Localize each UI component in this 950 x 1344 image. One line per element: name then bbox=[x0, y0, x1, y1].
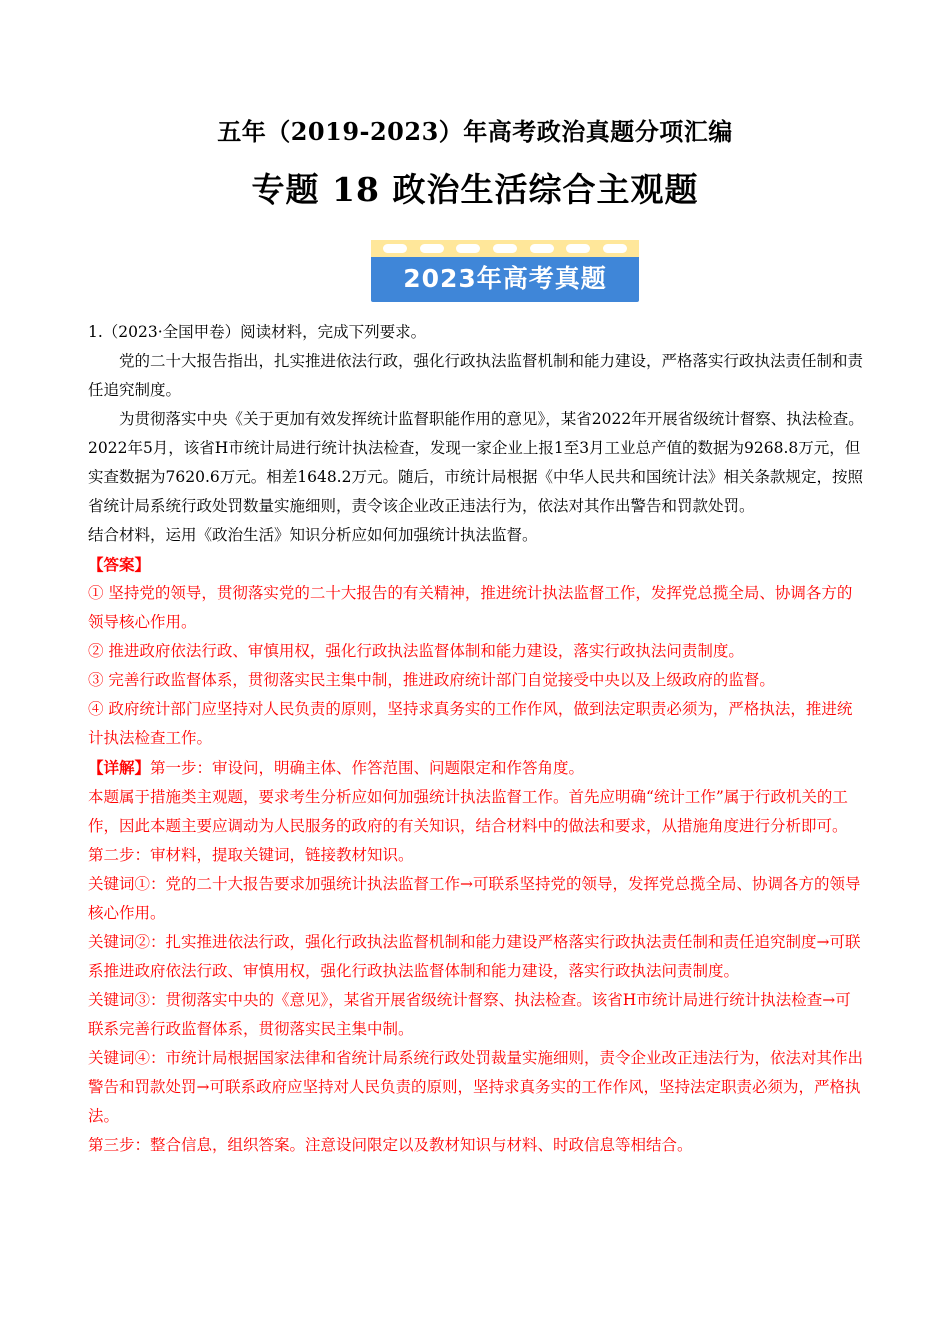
analysis-step-1-body: 本题属于措施类主观题，要求考生分析应如何加强统计执法监督工作。首先应明确“统计工作”属于行政机关的工作，因此本题主要应调动为人民服务的政府的有关知识，结合材料中的做法和要求，从措施角度进行分析即可。 bbox=[88, 788, 848, 835]
question-requirement: 结合材料，运用《政治生活》知识分析应如何加强统计执法监督。 bbox=[88, 526, 538, 544]
keyword-4: 关键词④：市统计局根据国家法律和省统计局系统行政处罚裁量实施细则，责令企业改正违法行为，依法对其作出警告和罚款处罚→可联系政府应坚持对人民负责的原则，坚持求真务实的工作作风，坚持法定职责必须为，严格执法。 bbox=[88, 1049, 864, 1125]
banner-dot bbox=[603, 244, 627, 253]
banner-dot bbox=[530, 244, 554, 253]
question-stem: 1.（2023·全国甲卷）阅读材料，完成下列要求。 bbox=[88, 323, 427, 341]
answer-point-1: ① 坚持党的领导，贯彻落实党的二十大报告的有关精神，推进统计执法监督工作，发挥党总揽全局、协调各方的领导核心作用。 bbox=[88, 584, 853, 631]
analysis-step-1-text: 第一步：审设问，明确主体、作答范围、问题限定和作答角度。 bbox=[150, 759, 585, 777]
keyword-2: 关键词②：扎实推进依法行政，强化行政执法监督机制和能力建设严格落实行政执法责任制和责任追究制度→可联系推进政府依法行政、审慎用权，强化行政执法监督体制和能力建设，落实行政执法问责制度。 bbox=[88, 933, 861, 980]
banner-dot bbox=[566, 244, 590, 253]
answer-label: 【答案】 bbox=[88, 555, 151, 574]
document-title: 五年（2019-2023）年高考政治真题分项汇编 bbox=[217, 117, 733, 146]
banner-dot-strip bbox=[371, 240, 639, 257]
analysis-label: 【详解】 bbox=[88, 758, 151, 777]
answer-point-2: ② 推进政府依法行政、审慎用权，强化行政执法监督体制和能力建设，落实行政执法问责制度。 bbox=[88, 642, 744, 660]
analysis-step-2: 第二步：审材料，提取关键词，链接教材知识。 bbox=[88, 846, 414, 864]
banner-dot bbox=[456, 244, 480, 253]
analysis-step-1 bbox=[88, 753, 864, 783]
keyword-1: 关键词①：党的二十大报告要求加强统计执法监督工作→可联系坚持党的领导，发挥党总揽全局、协调各方的领导核心作用。 bbox=[88, 875, 861, 922]
material-paragraph-1: 党的二十大报告指出，扎实推进依法行政，强化行政执法监督机制和能力建设，严格落实行政执法责任制和责任追究制度。 bbox=[88, 352, 864, 399]
material-paragraph-2: 为贯彻落实中央《关于更加有效发挥统计监督职能作用的意见》，某省2022年开展省级统计督察、执法检查。2022年5月，该省H市统计局进行统计执法检查，发现一家企业上报1至3月工业总产值的数据为9268.8万元，但实查数据为7620.6万元。相差1648.2万元。随后，市统计局根据《中华人民共和国统计法》相关条款规定，按照省统计局系统行政处罚数量实施细则，责令该企业改正违法行为，依法对其作出警告和罚款处罚。 bbox=[88, 410, 864, 515]
answer-point-4: ④ 政府统计部门应坚持对人民负责的原则，坚持求真务实的工作作风，做到法定职责必须为，严格执法，推进统计执法检查工作。 bbox=[88, 700, 853, 747]
question-content bbox=[88, 318, 864, 1160]
keyword-3: 关键词③：贯彻落实中央的《意见》，某省开展省级统计督察、执法检查。该省H市统计局进行统计执法检查→可联系完善行政监督体系，贯彻落实民主集中制。 bbox=[88, 991, 851, 1038]
answer-point-3: ③ 完善行政监督体系，贯彻落实民主集中制，推进政府统计部门自觉接受中央以及上级政府的监督。 bbox=[88, 671, 775, 689]
section-banner bbox=[371, 240, 639, 302]
banner-dot bbox=[383, 244, 407, 253]
topic-title: 专题 18 政治生活综合主观题 bbox=[251, 170, 699, 209]
banner-dot bbox=[493, 244, 517, 253]
analysis-step-3: 第三步：整合信息，组织答案。注意设问限定以及教材知识与材料、时政信息等相结合。 bbox=[88, 1136, 693, 1154]
banner-label: 2023年高考真题 bbox=[403, 264, 607, 293]
banner-dot bbox=[420, 244, 444, 253]
